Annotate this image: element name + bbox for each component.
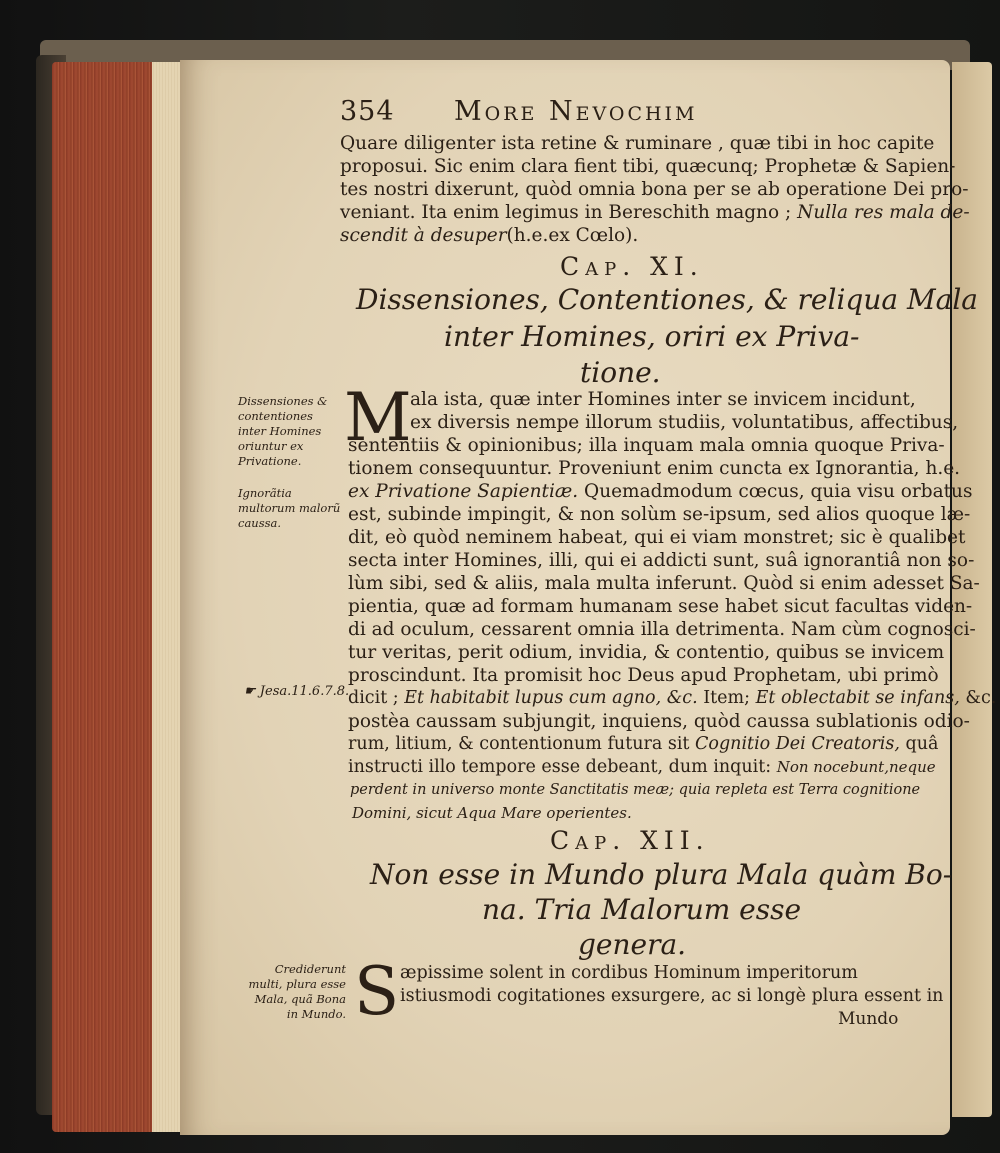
text-line: dit, eò quòd neminem habeat, qui ei viam monstret; sic è qualibet	[348, 527, 966, 548]
text-line: proscindunt. Ita promisit hoc Deus apud Prophetam, ubi primò	[348, 665, 939, 686]
drop-cap: M	[344, 379, 412, 456]
text-line: postèa caussam subjungit, inquiens, quòd caussa sublationis odio-	[348, 711, 970, 732]
text-line: perdent in universo monte Sanctitatis meæ; quia repleta est Terra cognitione	[350, 782, 921, 798]
text-line: æpissime solent in cordibus Hominum imperitorum	[400, 963, 858, 983]
text-line: istiusmodi cogitationes exsurgere, ac si longè plura essent in	[400, 986, 944, 1006]
margin-note: ☛ Jesa.11.6.7.8.	[244, 684, 350, 699]
catchword: Mundo	[838, 1009, 899, 1029]
text-line: est, subinde impingit, & non solùm se-ipsum, sed alios quoque læ-	[348, 504, 971, 525]
margin-note: Ignorãtia multorum malorũ caussa.	[238, 486, 341, 530]
italic-quote: Nulla res mala de-	[797, 202, 970, 223]
text-line: Domini, sicut Aqua Mare operientes.	[352, 804, 632, 822]
text-line: lùm sibi, sed & aliis, mala multa inferunt. Quòd si enim adesset Sa-	[348, 573, 980, 594]
chapter-heading: Cap. XI.	[560, 252, 704, 281]
text-line: proposui. Sic enim clara fient tibi, quæcunq; Prophetæ & Sapien-	[340, 156, 956, 177]
chapter-title-line: genera.	[578, 928, 687, 961]
text-line: dicit ; Et habitabit lupus cum agno, &c. Item; Et oblectabit se infans, &c.	[348, 688, 997, 708]
chapter-title-line: na. Tria Malorum esse	[482, 893, 802, 926]
text-line: pientia, quæ ad formam humanam sese habet sicut facultas viden-	[348, 596, 973, 617]
chapter-title-line: inter Homines, oriri ex Priva-	[444, 320, 860, 353]
text-line: Quare diligenter ista retine & ruminare , quæ tibi in hoc capite	[340, 133, 935, 154]
text-line: scendit à desuper(h.e.ex Cœlo).	[340, 225, 639, 246]
text-line: di ad oculum, cessarent omnia illa detrimenta. Nam cùm cognosci-	[348, 619, 976, 640]
text-line: rum, litium, & contentionum futura sit Cognitio Dei Creatoris, quâ	[348, 734, 939, 754]
text-line: veniant. Ita enim legimus in Bereschith magno ; Nulla res mala de-	[340, 202, 970, 223]
text-line: sententiis & opinionibus; illa inquam mala omnia quoque Priva-	[348, 435, 945, 456]
text-line: ex Privatione Sapientiæ. Quemadmodum cœcus, quia visu orbatus	[348, 481, 973, 502]
text-line: tes nostri dixerunt, quòd omnia bona per se ab operatione Dei pro-	[340, 179, 969, 200]
chapter-title-line: Dissensiones, Contentiones, & reliqua Mala	[356, 283, 978, 316]
text-line: ala ista, quæ inter Homines inter se invicem incidunt,	[410, 389, 916, 410]
margin-note: Dissensiones & contentiones inter Homines oriuntur ex Privatione.	[238, 394, 328, 468]
running-title: More Nevochim	[454, 96, 698, 127]
chapter-heading: Cap. XII.	[550, 826, 710, 855]
page-fore-edge	[52, 62, 192, 1132]
text-line: tur veritas, perit odium, invidia, & contentio, quibus se invicem	[348, 642, 945, 663]
margin-note: Crediderunt multi, plura esse Mala, quã Bona in Mundo.	[248, 962, 346, 1021]
running-head	[340, 96, 698, 127]
text-line: secta inter Homines, illi, qui ei addicti sunt, suâ ignorantiâ non so-	[348, 550, 975, 571]
chapter-title-line: tione.	[580, 356, 661, 389]
page-number: 354	[340, 96, 395, 127]
hand-mark-icon: ☛	[244, 684, 256, 699]
text-line: tionem consequuntur. Proveniunt enim cuncta ex Ignorantia, h.e.	[348, 458, 961, 479]
drop-cap: S	[354, 953, 400, 1030]
chapter-title-line: Non esse in Mundo plura Mala quàm Bo-	[370, 858, 953, 891]
text-line: instructi illo tempore esse debeant, dum inquit: Non nocebunt,neque	[348, 757, 936, 777]
text-line: ex diversis nempe illorum studiis, voluntatibus, affectibus,	[410, 412, 959, 433]
